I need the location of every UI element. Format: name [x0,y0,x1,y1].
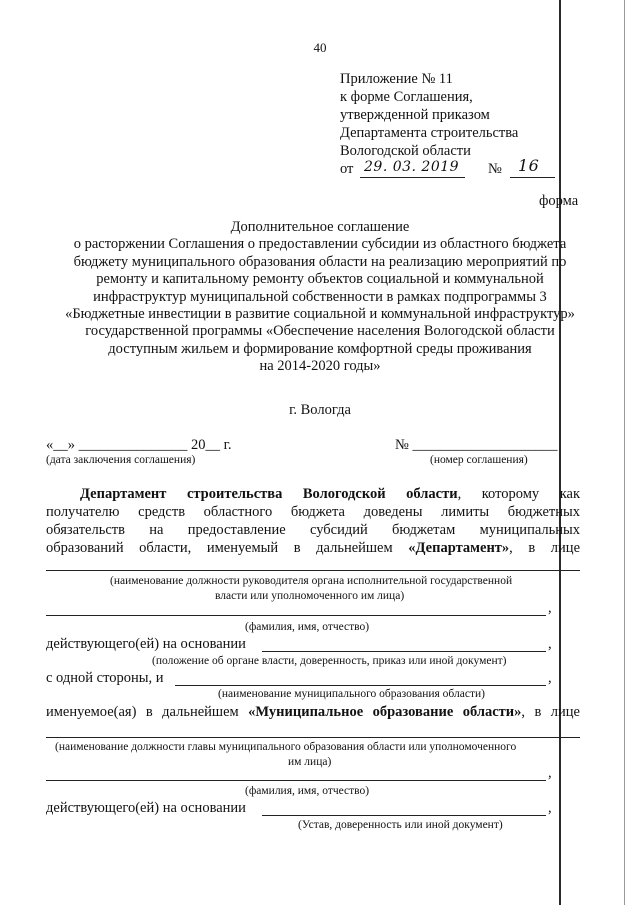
scan-line-edge [624,0,625,905]
handwritten-number: 16 [518,156,540,175]
municipality-caption: (наименование муниципального образования области) [218,688,485,700]
acting-basis-label-1: действующего(ей) на основании [46,636,246,652]
city-name: г. Вологда [289,402,351,418]
body-line-2: получателю средств областного бюджета доведены лимиты бюджетных [46,504,580,520]
fio-caption-2: (фамилия, имя, отчество) [245,785,370,797]
head-position-line [46,570,580,571]
body-line-3: обязательств на предоставление субсидий бюджетам муниципальных [46,522,580,538]
handwritten-date: 29. 03. 2019 [364,159,460,175]
number-underline [510,177,555,178]
department-alias: «Департамент» [408,540,510,556]
agreement-number-field: № ____________________ [395,437,558,453]
comma: , [548,765,552,781]
body-text: образований области, именуемый в дальнейшем [46,540,409,556]
municipality-line [175,685,546,686]
date-underline [360,177,465,178]
appendix-line: Приложение № 11 [340,71,453,87]
title-line: бюджету муниципального образования области на реализацию мероприятий по [73,253,567,270]
basis-line-1 [262,651,546,652]
appendix-line: Департамента строительства [340,125,519,141]
comma: , [548,800,552,816]
comma: , [548,670,552,686]
named-line [46,704,580,721]
appendix-block [340,70,540,180]
municipality-alias: «Муниципальное образование области» [248,704,522,720]
basis-caption-1: (положение об органе власти, доверенность, приказ или иной документ) [152,655,507,667]
basis-caption-2: (Устав, доверенность или иной документ) [298,819,503,831]
agreement-date-caption: (дата заключения соглашения) [46,454,196,466]
title-line: ремонту и капитальному ремонту объектов социальной и коммунальной [96,271,544,288]
title-line: о расторжении Соглашения о предоставлении субсидии из областного бюджета [73,236,567,253]
one-side-label: с одной стороны, и [46,670,164,686]
fio-line-2 [46,780,546,781]
appendix-line: к форме Соглашения, [340,89,473,105]
scan-line-main [559,0,561,905]
appendix-date-line [340,156,540,180]
comma: , [548,600,552,616]
date-prefix: от [340,161,354,177]
appendix-line: Вологодской области [340,143,471,159]
mun-head-line [46,737,580,738]
body-text: , в лице [509,540,580,556]
form-label: форма [539,193,579,209]
mun-head-caption-2: им лица) [288,756,332,768]
page-number: 40 [313,40,327,55]
body-text: , которому как [457,486,580,502]
title-line: доступным жильем и формирование комфортной среды проживания [108,340,532,357]
body-line-1 [46,486,580,503]
agreement-date-field: «__» _______________ 20__ г. [46,437,232,453]
acting-basis-label-2: действующего(ей) на основании [46,800,246,816]
department-name: Департамент строительства Вологодской области [80,486,458,502]
basis-line-2 [262,815,546,816]
head-position-caption: (наименование должности руководителя органа исполнительной государственной [110,575,513,587]
number-label: № [488,161,502,177]
fio-caption-1: (фамилия, имя, отчество) [245,621,370,633]
appendix-line: утвержденной приказом [340,107,490,123]
document-title [20,219,620,376]
title-line: государственной программы «Обеспечение населения Вологодской области [85,323,555,340]
body-text: , в лице [521,704,580,720]
agreement-number-caption: (номер соглашения) [430,454,528,466]
comma: , [548,636,552,652]
title-line: на 2014-2020 годы» [259,358,381,375]
mun-head-caption: (наименование должности главы муниципального образования области или уполномоченного [55,741,517,753]
body-line-4 [46,540,580,557]
fio-line-1 [46,615,546,616]
title-line: инфраструктур муниципальной собственности в рамках подпрограммы 3 [93,288,547,305]
body-text: именуемое(ая) в дальнейшем [46,704,249,720]
title-line: «Бюджетные инвестиции в развитие социальной и коммунальной инфраструктур» [65,306,575,323]
title-line: Дополнительное соглашение [230,219,410,235]
head-position-caption-2: власти или уполномоченного им лица) [215,590,405,602]
